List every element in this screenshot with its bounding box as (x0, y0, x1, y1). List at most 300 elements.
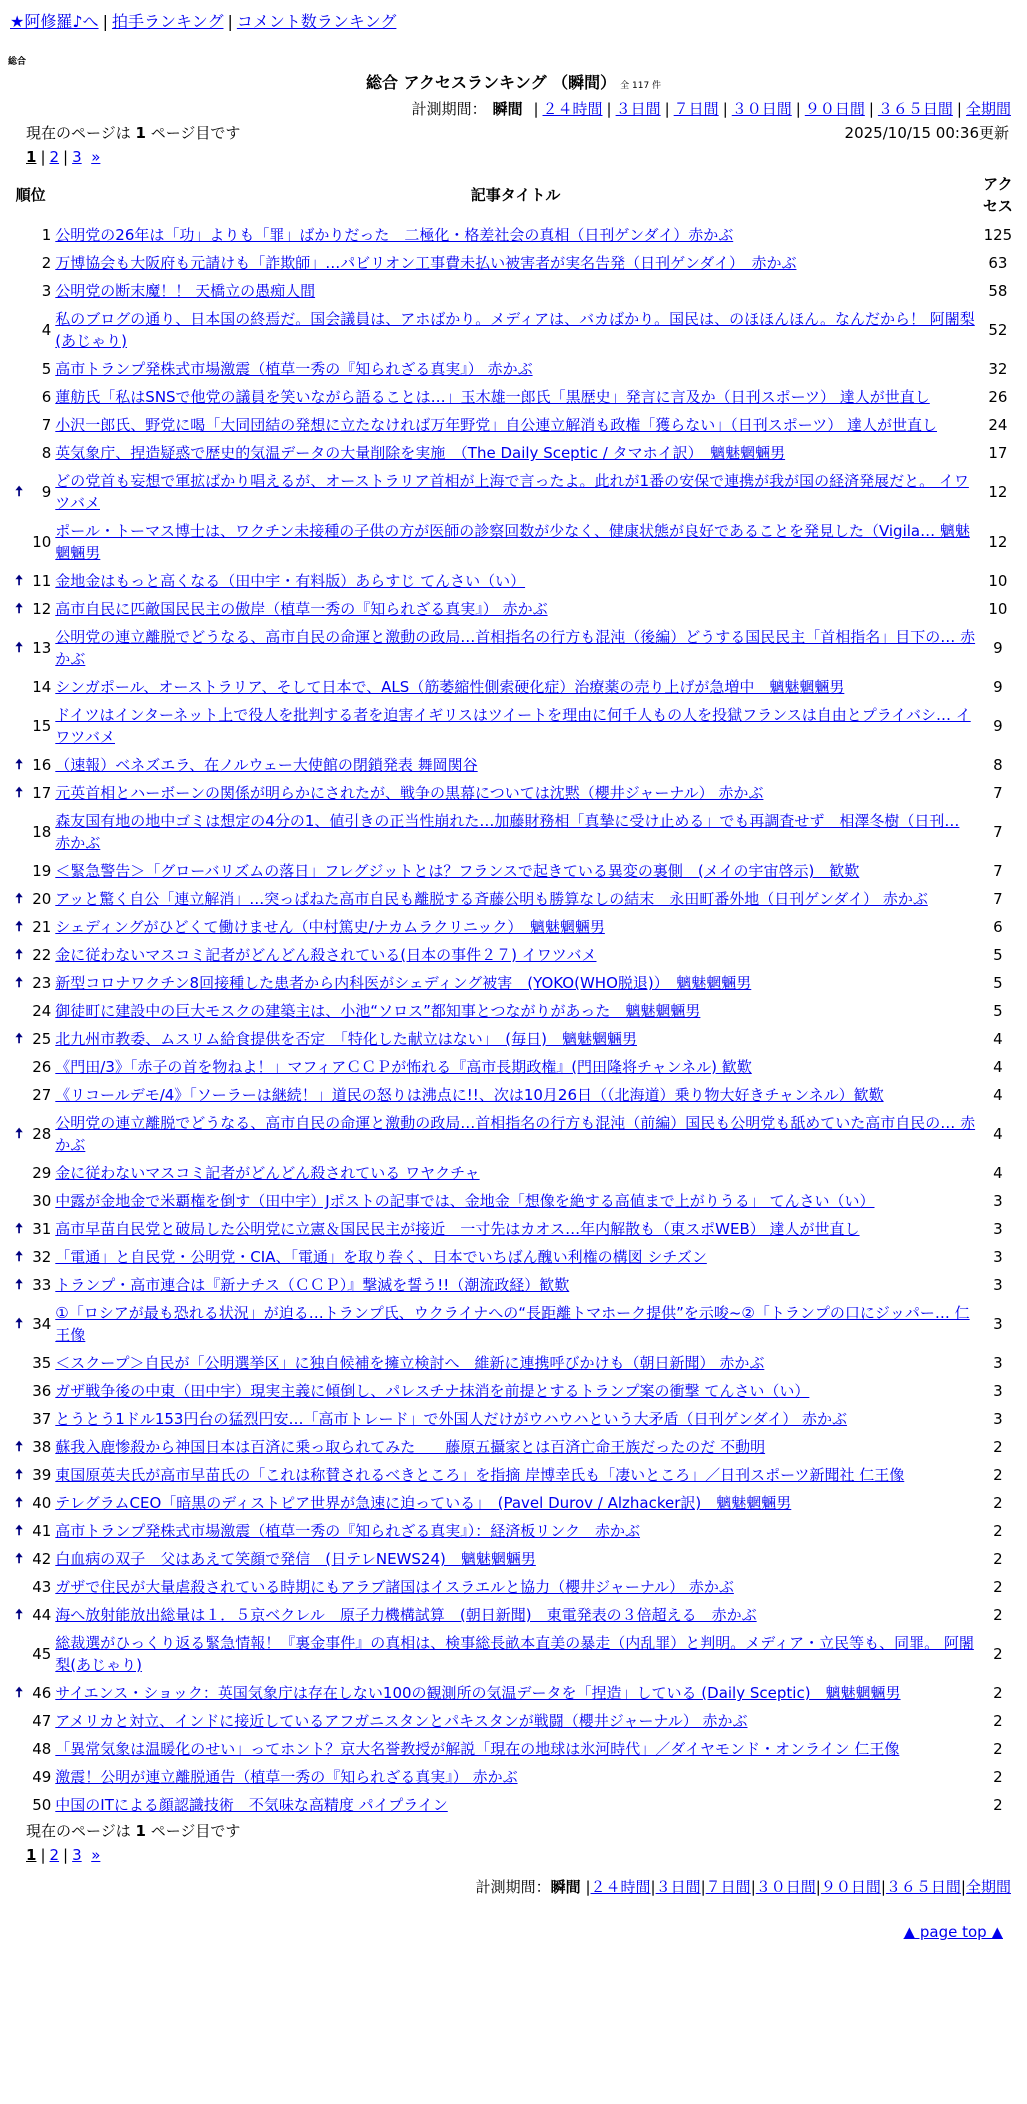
article-title-cell (53, 1053, 977, 1081)
rank-number: 4 (41, 321, 52, 339)
trend-cell (8, 1215, 30, 1243)
rank-up-arrow-icon: 🠅 (15, 1551, 23, 1567)
article-link[interactable]: アッと驚く自公「連立解消」…突っぱねた高市自民も離脱する斉藤公明も勝算なしの結末 永田町番外地（日刊ゲンダイ） 赤かぶ (55, 890, 928, 908)
article-title-cell (53, 567, 977, 595)
rank-number: 23 (32, 974, 52, 992)
article-title-cell (53, 1349, 977, 1377)
page-1-link[interactable]: 1 (26, 148, 37, 166)
rank-up-arrow-icon: 🠅 (15, 1316, 23, 1332)
access-count: 7 (993, 862, 1003, 880)
access-count: 26 (988, 388, 1008, 406)
article-link[interactable]: 高市トランプ発株式市場激震（植草一秀の『知られざる真実』） 赤かぶ (55, 360, 533, 378)
rank-number: 30 (32, 1192, 52, 1210)
article-link[interactable]: とうとう1ドル153円台の猛烈円安…「高市トレード」で外国人だけがウハウハという大矛盾（日刊ゲンダイ） 赤かぶ (55, 1410, 848, 1428)
rank-up-arrow-icon: 🠅 (15, 1221, 23, 1237)
article-link[interactable]: 御徒町に建設中の巨大モスクの建築主は、小池“ソロス”都知事とつながりがあった 魑魅魍魎男 (55, 1002, 701, 1020)
article-link[interactable]: 金地金はもっと高くなる（田中宇・有料版）あらすじ てんさい（い） (55, 572, 526, 590)
access-count: 4 (993, 1164, 1003, 1182)
period-link-6-bottom[interactable]: ３６５日間 (885, 1878, 961, 1896)
period-link-3[interactable]: ７日間 (673, 100, 719, 118)
access-count: 63 (988, 254, 1008, 272)
article-title-cell (53, 751, 977, 779)
rank-number: 2 (41, 254, 52, 272)
rank-number: 5 (41, 360, 52, 378)
article-title-cell (53, 885, 977, 913)
access-count: 24 (988, 416, 1008, 434)
table-row (8, 1707, 1018, 1735)
rank-number: 28 (32, 1125, 52, 1143)
period-link-5[interactable]: ９０日間 (804, 100, 865, 118)
article-title-cell (53, 467, 977, 517)
article-title-cell (53, 969, 977, 997)
article-title-cell (53, 913, 977, 941)
trend-cell (8, 277, 30, 305)
page-info-text-bottom: 現在のページは 1 ページ目です (26, 1822, 241, 1840)
table-row (8, 1053, 1018, 1081)
article-link[interactable]: 高市早苗自民党と破局した公明党に立憲＆国民民主が接近 一寸先はカオス…年内解散も（東スポWEB） 達人が世直し (55, 1220, 860, 1238)
trend-cell (8, 1377, 30, 1405)
article-link[interactable]: 万博協会も大阪府も元請けも「詐欺師」…パビリオン工事費未払い被害者が実名告発（日刊ゲンダイ） 赤かぶ (55, 254, 797, 272)
page-top-link[interactable]: ▲ page top ▲ (903, 1923, 1003, 1941)
trend-cell (8, 1791, 30, 1819)
access-count: 2 (993, 1684, 1003, 1702)
access-count: 7 (993, 823, 1003, 841)
access-count: 9 (993, 678, 1003, 696)
table-row (8, 383, 1018, 411)
article-link[interactable]: 蘇我入鹿惨殺から神国日本は百済に乗っ取られてみた 藤原五攝家とは百済亡命王族だったのだ 不動明 (55, 1438, 766, 1456)
table-row (8, 517, 1018, 567)
table-row (8, 623, 1018, 673)
article-link[interactable]: 蓮舫氏「私はSNSで他党の議員を笑いながら語ることは…」玉木雄一郎氏「黒歴史」発言に言及か（日刊スポーツ） 達人が世直し (55, 388, 930, 406)
article-link[interactable]: 中露が金地金で米覇権を倒す（田中宇）Jポストの記事では、金地金「想像を絶する高値まで上がりうる」 てんさい（い） (55, 1192, 875, 1210)
rank-number: 16 (32, 756, 52, 774)
trend-cell (8, 779, 30, 807)
rank-number: 34 (32, 1315, 52, 1333)
period-link-6[interactable]: ３６５日間 (877, 100, 953, 118)
article-title-cell (53, 1791, 977, 1819)
trend-cell (8, 305, 30, 355)
table-row (8, 355, 1018, 383)
rank-up-arrow-icon: 🠅 (15, 947, 23, 963)
period-link-4[interactable]: ３０日間 (731, 100, 792, 118)
table-row (8, 941, 1018, 969)
article-link[interactable]: 東国原英夫氏が高市早苗氏の「これは称賛されるべきところ」を指摘 岸博幸氏も「凄いところ」／日刊スポーツ新聞社 仁王像 (55, 1466, 905, 1484)
trend-cell (8, 249, 30, 277)
article-link[interactable]: 金に従わないマスコミ記者がどんどん殺されている(日本の事件２７) イワツバメ (55, 946, 597, 964)
table-row (8, 1377, 1018, 1405)
article-title-cell (53, 411, 977, 439)
next-page-link[interactable]: » (91, 148, 101, 166)
period-link-2-bottom[interactable]: ３日間 (655, 1878, 701, 1896)
period-link-7[interactable]: 全期間 (965, 100, 1011, 118)
trend-cell (8, 807, 30, 857)
access-count: 125 (983, 226, 1013, 244)
period-label: 計測期間： (411, 100, 487, 118)
trend-cell (8, 1735, 30, 1763)
rank-number: 50 (32, 1796, 52, 1814)
article-link[interactable]: ガザで住民が大量虐殺されている時期にもアラブ諸国はイスラエルと協力（櫻井ジャーナル） 赤かぶ (55, 1578, 734, 1596)
rank-number: 48 (32, 1740, 52, 1758)
table-row (8, 1081, 1018, 1109)
article-link[interactable]: アメリカと対立、インドに接近しているアフガニスタンとパキスタンが戦闘（櫻井ジャーナル） 赤かぶ (55, 1712, 748, 1730)
rank-number: 19 (32, 862, 52, 880)
access-count: 4 (993, 1125, 1003, 1143)
period-link-7-bottom[interactable]: 全期間 (965, 1878, 1011, 1896)
article-link[interactable]: 高市トランプ発株式市場激震（植草一秀の『知られざる真実』）：経済板リンク 赤かぶ (55, 1522, 641, 1540)
access-count: 12 (988, 533, 1008, 551)
article-link[interactable]: トランプ・高市連合は『新ナチス（ＣＣＰ）』撃滅を誓う!!（潮流政経）歓歎 (55, 1276, 570, 1294)
rank-number: 21 (32, 918, 52, 936)
article-link[interactable]: 公明党の26年は「功」よりも「罪」ばかりだった 二極化・格差社会の真相（日刊ゲンダイ）赤かぶ (55, 226, 734, 244)
article-link[interactable]: 英気象庁、捏造疑惑で歴史的気温データの大量削除を実施 （The Daily Sceptic / タマホイ訳） 魑魅魍魎男 (55, 444, 786, 462)
access-count: 12 (988, 483, 1008, 501)
rank-up-arrow-icon: 🠅 (15, 1031, 23, 1047)
article-title-cell (53, 1405, 977, 1433)
access-count: 2 (993, 1645, 1003, 1663)
access-count: 2 (993, 1578, 1003, 1596)
article-link[interactable]: 小沢一郎氏、野党に喝「大同団結の発想に立たなければ万年野党」自公連立解消も政権「獲らない」（日刊スポーツ） 達人が世直し (55, 416, 937, 434)
trend-cell (8, 1679, 30, 1707)
trend-cell (8, 913, 30, 941)
article-link[interactable]: 金に従わないマスコミ記者がどんどん殺されている ワヤクチャ (55, 1164, 480, 1182)
pagination-bottom: 1 | 2 | 3 » (26, 1846, 101, 1864)
rank-number: 26 (32, 1058, 52, 1076)
table-header (8, 169, 1018, 221)
article-title-cell (53, 439, 977, 467)
article-title-cell (53, 1299, 977, 1349)
comment-ranking-link[interactable]: コメント数ランキング (236, 12, 397, 31)
table-row (8, 1349, 1018, 1377)
page-info-text: 現在のページは 1 ページ目です (26, 124, 241, 142)
table-row (8, 701, 1018, 751)
ranking-rows (8, 221, 1018, 1819)
article-link[interactable]: 公明党の連立離脱でどうなる、高市自民の命運と激動の政局…首相指名の行方も混沌（前編）国民も公明党も舐めていた高市自民の… 赤かぶ (55, 1114, 976, 1154)
trend-cell (8, 221, 30, 249)
trend-cell (8, 857, 30, 885)
article-title-cell (53, 1461, 977, 1489)
rank-number: 6 (41, 388, 52, 406)
article-link[interactable]: ポール・トーマス博士は、ワクチン未接種の子供の方が医師の診察回数が少なく、健康状態が良好であることを発見した（Vigila… 魑魅魍魎男 (55, 522, 970, 562)
article-title-cell (53, 1271, 977, 1299)
article-title-cell (53, 1159, 977, 1187)
ranking-title: 総合 アクセスランキング （瞬間） (365, 73, 617, 92)
trend-cell (8, 411, 30, 439)
rank-up-arrow-icon: 🠅 (15, 757, 23, 773)
table-row (8, 1545, 1018, 1573)
rank-number: 44 (32, 1606, 52, 1624)
article-link[interactable]: 総裁選がひっくり返る緊急情報！『裏金事件』の真相は、検事総長畝本直美の暴走（内乱罪）と判明。メディア・立民等も、同罪。 阿闍梨(あじゃり) (55, 1634, 974, 1674)
next-page-link-bottom[interactable]: » (91, 1846, 101, 1864)
trend-cell (8, 383, 30, 411)
access-count: 10 (988, 572, 1008, 590)
article-link[interactable]: 「電通」と自民党・公明党・CIA、「電通」を取り巻く、日本でいちばん醜い利権の構図 シチズン (55, 1248, 707, 1266)
article-title-cell (53, 595, 977, 623)
access-count: 2 (993, 1796, 1003, 1814)
article-link[interactable]: サイエンス・ショック：英国気象庁は存在しない100の観測所の気温データを「捏造」している (Daily Sceptic) 魑魅魍魎男 (55, 1684, 901, 1702)
trend-cell (8, 1299, 30, 1349)
article-link[interactable]: 高市自民に匹敵国民民主の傲岸（植草一秀の『知られざる真実』） 赤かぶ (55, 600, 548, 618)
article-title-cell (53, 355, 977, 383)
period-selector-bottom: 計測期間：瞬間 |２４時間|３日間|７日間|３０日間|９０日間|３６５日間|全期間 (475, 1878, 1011, 1896)
rank-number: 20 (32, 890, 52, 908)
article-link[interactable]: （速報）ベネズエラ、在ノルウェー大使館の閉鎖発表 舞岡関谷 (55, 756, 478, 774)
trend-cell (8, 751, 30, 779)
access-count: 3 (993, 1315, 1003, 1333)
rank-number: 12 (32, 600, 52, 618)
rank-number: 7 (41, 416, 52, 434)
rank-up-arrow-icon: 🠅 (15, 891, 23, 907)
trend-cell (8, 1025, 30, 1053)
access-count: 3 (993, 1410, 1003, 1428)
article-title-cell (53, 673, 977, 701)
trend-cell (8, 1243, 30, 1271)
rank-up-arrow-icon: 🠅 (15, 1467, 23, 1483)
article-link[interactable]: 私のブログの通り、日本国の終焉だ。国会議員は、アホばかり。メディアは、バカばかり。国民は、のほほんほん。なんだから！ 阿闍梨(あじゃり) (55, 310, 975, 350)
table-row (8, 1215, 1018, 1243)
table-row (8, 913, 1018, 941)
page-2-link-bottom[interactable]: 2 (49, 1846, 60, 1864)
trend-cell (8, 997, 30, 1025)
rank-number: 33 (32, 1276, 52, 1294)
trend-cell (8, 673, 30, 701)
article-link[interactable]: 中国のITによる顔認識技術 不気味な高精度 パイプライン (55, 1796, 448, 1814)
rank-number: 10 (32, 533, 52, 551)
trend-cell (8, 885, 30, 913)
trend-cell (8, 969, 30, 997)
trend-cell (8, 941, 30, 969)
period-link-2[interactable]: ３日間 (615, 100, 661, 118)
trend-cell (8, 1545, 30, 1573)
article-link[interactable]: 北九州市教委、ムスリム給食提供を否定 「特化した献立はない」 (毎日) 魑魅魍魎男 (55, 1030, 638, 1048)
rank-number: 40 (32, 1494, 52, 1512)
table-row (8, 1405, 1018, 1433)
article-link[interactable]: 「異常気象は温暖化のせい」ってホント？京大名誉教授が解説「現在の地球は氷河時代」／ダイヤモンド・オンライン 仁王像 (55, 1740, 900, 1758)
article-link[interactable]: 海へ放射能放出総量は１．５京ベクレル 原子力機構試算 (朝日新聞) 東電発表の３倍超える 赤かぶ (55, 1606, 757, 1624)
table-row (8, 1601, 1018, 1629)
table-row (8, 1517, 1018, 1545)
article-title-cell (53, 1025, 977, 1053)
table-row (8, 1187, 1018, 1215)
rank-number: 31 (32, 1220, 52, 1238)
rank-number: 45 (32, 1645, 52, 1663)
page-2-link[interactable]: 2 (49, 148, 60, 166)
access-count: 3 (993, 1382, 1003, 1400)
clap-ranking-link[interactable]: 拍手ランキング (111, 12, 224, 31)
table-row (8, 1159, 1018, 1187)
period-link-4-bottom[interactable]: ３０日間 (755, 1878, 816, 1896)
rank-number: 43 (32, 1578, 52, 1596)
rank-up-arrow-icon: 🠅 (15, 601, 23, 617)
article-title-cell (53, 1763, 977, 1791)
page-info (0, 121, 1027, 145)
access-count: 58 (988, 282, 1008, 300)
rank-number: 15 (32, 717, 52, 735)
access-count: 2 (993, 1494, 1003, 1512)
article-link[interactable]: ①「ロシアが最も恐れる状況」が迫る…トランプ氏、ウクライナへの“長距離トマホーク提供”を示唆~②「トランプの口にジッパー… 仁王像 (55, 1304, 970, 1344)
trend-cell (8, 1433, 30, 1461)
trend-cell (8, 1349, 30, 1377)
article-link[interactable]: ドイツはインターネット上で役人を批判する者を迫害イギリスはツイートを理由に何千人もの人を投獄フランスは自由とプライバシ… イワツバメ (55, 706, 971, 746)
table-row (8, 221, 1018, 249)
rank-number: 41 (32, 1522, 52, 1540)
article-link[interactable]: 公明党の連立離脱でどうなる、高市自民の命運と激動の政局…首相指名の行方も混沌（後編）どうする国民民主「首相指名」目下の… 赤かぶ (55, 628, 976, 668)
access-count: 3 (993, 1276, 1003, 1294)
rank-number: 39 (32, 1466, 52, 1484)
table-row (8, 411, 1018, 439)
table-row (8, 1433, 1018, 1461)
period-link-5-bottom[interactable]: ９０日間 (820, 1878, 881, 1896)
article-link[interactable]: 元英首相とハーボーンの関係が明らかにされたが、戦争の黒幕については沈黙（櫻井ジャーナル） 赤かぶ (55, 784, 764, 802)
article-title-cell (53, 1215, 977, 1243)
rank-up-arrow-icon: 🠅 (15, 1277, 23, 1293)
rank-number: 25 (32, 1030, 52, 1048)
period-link-1-bottom[interactable]: ２４時間 (590, 1878, 651, 1896)
rank-number: 36 (32, 1382, 52, 1400)
table-row (8, 673, 1018, 701)
trend-cell (8, 567, 30, 595)
access-column-header: アクセス (982, 175, 1013, 215)
article-title-cell (53, 249, 977, 277)
article-link[interactable]: ＜スクープ＞自民が「公明選挙区」に独自候補を擁立検討へ 維新に連携呼びかけも（朝日新聞） 赤かぶ (55, 1354, 765, 1372)
article-link[interactable]: 《門田/3》「赤子の首を物ねよ！」マフィアＣＣＰが怖れる『高市長期政権』(門田隆将チャンネル) 歓歎 (55, 1058, 752, 1076)
page-3-link-bottom[interactable]: 3 (72, 1846, 82, 1864)
total-count: 全 117 件 (620, 81, 662, 91)
article-title-cell (53, 1545, 977, 1573)
article-link[interactable]: シェディングがひどくて働けません（中村篤史/ナカムラクリニック） 魑魅魍魎男 (55, 918, 605, 936)
article-link[interactable]: シンガポール、オーストラリア、そして日本で、ALS（筋萎縮性側索硬化症）治療薬の売り上げが急増中 魑魅魍魎男 (55, 678, 845, 696)
article-link[interactable]: テレグラムCEO「暗黒のディストピア世界が急速に迫っている」 (Pavel Durov / Alzhacker訳) 魑魅魍魎男 (55, 1494, 792, 1512)
trend-cell (8, 467, 30, 517)
rank-up-arrow-icon: 🠅 (15, 1607, 23, 1623)
access-count: 5 (993, 1002, 1003, 1020)
article-title-cell (53, 1679, 977, 1707)
access-count: 3 (993, 1192, 1003, 1210)
rank-number: 22 (32, 946, 52, 964)
page-info-bottom (0, 1819, 1027, 1843)
table-row (8, 857, 1018, 885)
table-row (8, 1271, 1018, 1299)
article-link[interactable]: 激震！公明が連立離脱通告（植草一秀の『知られざる真実』） 赤かぶ (55, 1768, 518, 1786)
access-count: 2 (993, 1522, 1003, 1540)
article-title-cell (53, 807, 977, 857)
rank-up-arrow-icon: 🠅 (15, 484, 23, 500)
article-title-cell (53, 221, 977, 249)
article-title-cell (53, 517, 977, 567)
pagination: 1 | 2 | 3 » (26, 148, 101, 166)
access-count: 4 (993, 1086, 1003, 1104)
trend-cell (8, 355, 30, 383)
rank-number: 24 (32, 1002, 52, 1020)
access-count: 2 (993, 1466, 1003, 1484)
rank-number: 14 (32, 678, 52, 696)
table-row (8, 969, 1018, 997)
rank-up-arrow-icon: 🠅 (15, 1685, 23, 1701)
trend-cell (8, 1707, 30, 1735)
access-count: 2 (993, 1550, 1003, 1568)
table-row (8, 885, 1018, 913)
table-row (8, 1243, 1018, 1271)
article-title-cell (53, 1735, 977, 1763)
rank-number: 46 (32, 1684, 52, 1702)
access-count: 4 (993, 1058, 1003, 1076)
table-row (8, 439, 1018, 467)
trend-cell (8, 1271, 30, 1299)
rank-number: 37 (32, 1410, 52, 1428)
rank-number: 47 (32, 1712, 52, 1730)
article-title-cell (53, 623, 977, 673)
period-current-bottom: 瞬間 (550, 1878, 581, 1896)
rank-number: 11 (32, 572, 52, 590)
table-row (8, 751, 1018, 779)
table-row (8, 807, 1018, 857)
article-title-cell (53, 1517, 977, 1545)
table-row (8, 567, 1018, 595)
rank-up-arrow-icon: 🠅 (15, 1523, 23, 1539)
article-title-cell (53, 1489, 977, 1517)
rank-number: 9 (41, 483, 52, 501)
rank-number: 49 (32, 1768, 52, 1786)
article-title-cell (53, 941, 977, 969)
rank-number: 13 (32, 639, 52, 657)
table-row (8, 249, 1018, 277)
trend-cell (8, 623, 30, 673)
period-link-3-bottom[interactable]: ７日間 (705, 1878, 751, 1896)
rank-up-arrow-icon: 🠅 (15, 1495, 23, 1511)
period-link-1[interactable]: ２４時間 (542, 100, 603, 118)
article-title-cell (53, 1573, 977, 1601)
trend-cell (8, 517, 30, 567)
article-link[interactable]: 新型コロナワクチン8回接種した患者から内科医がシェディング被害 (YOKO(WHO脱退)） 魑魅魍魎男 (55, 974, 752, 992)
article-link[interactable]: 《リコールデモ/4》「ソーラーは継続！」道民の怒りは沸点に!!、次は10月26日（（北海道）乗り物大好きチャンネル）歓歎 (55, 1086, 884, 1104)
article-link[interactable]: 白血病の双子 父はあえて笑顔で発信 (日テレNEWS24) 魑魅魍魎男 (55, 1550, 536, 1568)
page-title (0, 72, 1027, 97)
trend-cell (8, 701, 30, 751)
access-count: 2 (993, 1438, 1003, 1456)
table-row (8, 305, 1018, 355)
access-count: 2 (993, 1712, 1003, 1730)
article-link[interactable]: 森友国有地の地中ゴミは想定の4分の1、値引きの正当性崩れた…加藤財務相「真摯に受け止める」でも再調査せず 相澤冬樹（日刊… 赤かぶ (55, 812, 960, 852)
table-row (8, 1461, 1018, 1489)
access-count: 4 (993, 1030, 1003, 1048)
rank-up-arrow-icon: 🠅 (15, 919, 23, 935)
article-link[interactable]: ガザ戦争後の中東（田中宇）現実主義に傾倒し、パレスチナ抹消を前提とするトランプ案の衝撃 てんさい（い） (55, 1382, 810, 1400)
trend-cell (8, 1489, 30, 1517)
article-title-cell (53, 997, 977, 1025)
article-link[interactable]: どの党首も妄想で軍拡ばかり唱えるが、オーストラリア首相が上海で言ったよ。此れが1番の安保で連携が我が国の経済発展だと。 イワツバメ (55, 472, 969, 512)
table-row (8, 595, 1018, 623)
article-title-cell (53, 277, 977, 305)
period-current: 瞬間 (492, 100, 523, 118)
trend-cell (8, 1461, 30, 1489)
top-navigation: ★阿修羅♪へ | 拍手ランキング | コメント数ランキング (10, 12, 397, 31)
table-row (8, 1791, 1018, 1819)
title-column-header: 記事タイトル (470, 186, 561, 204)
article-link[interactable]: 公明党の断末魔！！ 天橋立の愚痴人間 (55, 282, 316, 300)
article-title-cell (53, 1707, 977, 1735)
page-3-link[interactable]: 3 (72, 148, 82, 166)
access-count: 3 (993, 1248, 1003, 1266)
article-title-cell (53, 1109, 977, 1159)
access-count: 5 (993, 974, 1003, 992)
page-1-link-bottom[interactable]: 1 (26, 1846, 37, 1864)
article-link[interactable]: ＜緊急警告＞「グローバリズムの落日」フレグジットとは？フランスで起きている異変の裏側 (メイの宇宙啓示) 歓歎 (55, 862, 860, 880)
rank-number: 35 (32, 1354, 52, 1372)
article-title-cell (53, 779, 977, 807)
rank-number: 8 (41, 444, 52, 462)
asyura-link[interactable]: ★阿修羅♪へ (10, 12, 99, 31)
access-count: 52 (988, 321, 1008, 339)
trend-cell (8, 1601, 30, 1629)
